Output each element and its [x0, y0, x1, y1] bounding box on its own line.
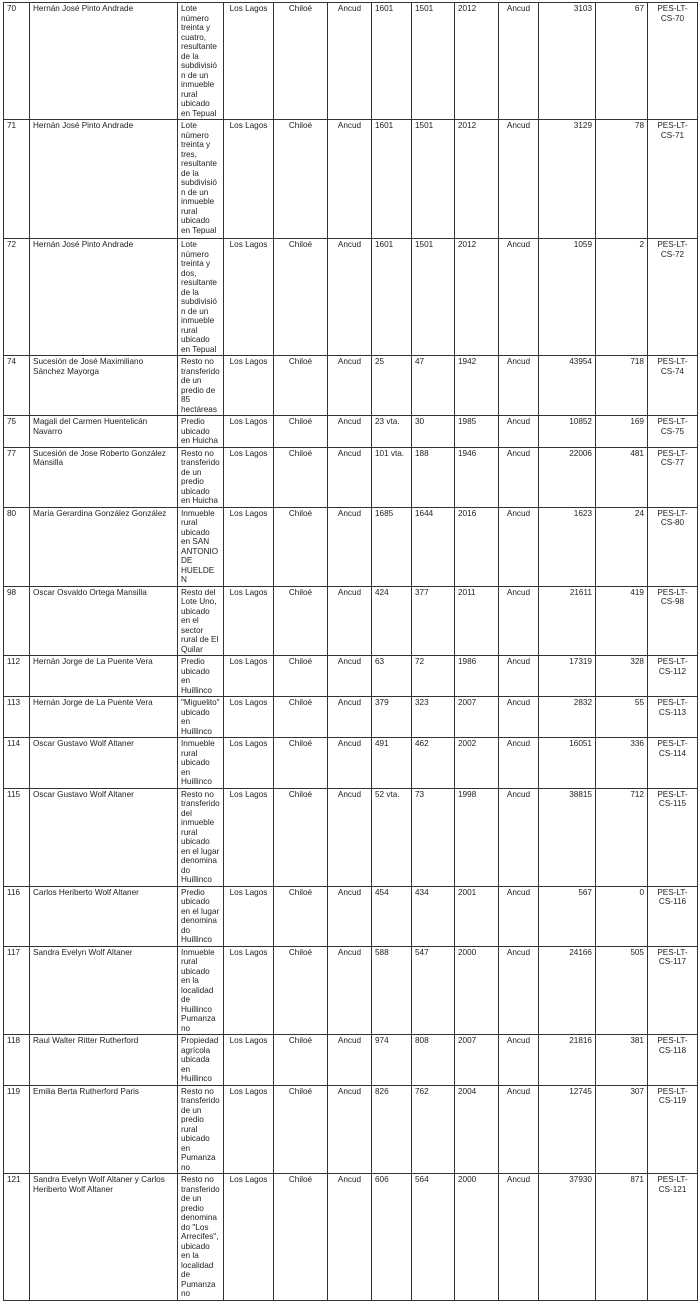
region-cell: Los Lagos: [224, 946, 274, 1035]
rol-secondary-cell: 2: [596, 239, 648, 356]
rol-cell: 43954: [539, 356, 596, 416]
province-cell: Chiloé: [274, 120, 328, 239]
property-code-cell: PES-LT-CS-80: [648, 507, 698, 586]
rol-secondary-cell: 55: [596, 697, 648, 738]
province-cell: Chiloé: [274, 788, 328, 886]
table-row: [4, 239, 698, 356]
property-description-cell: Inmueble rural ubicado en SAN ANTONIO DE HUELDEN: [178, 507, 224, 586]
rol-cell: 17319: [539, 656, 596, 697]
commune-cell: Ancud: [328, 1174, 372, 1301]
property-description-cell: Lote número treinta y dos, resultante de la subdivisión de un inmueble rural ubicado en Tepual: [178, 239, 224, 356]
table-row: [4, 1085, 698, 1174]
province-cell: Chiloé: [274, 447, 328, 507]
owner-name-cell: Emilia Berta Rutherford Paris: [30, 1085, 178, 1174]
row-id-cell: 80: [4, 507, 30, 586]
owner-name-cell: Oscar Gustavo Wolf Altaner: [30, 788, 178, 886]
inscription-number-cell: 1501: [412, 3, 455, 120]
inscription-year-cell: 2012: [455, 120, 499, 239]
property-table: [3, 2, 698, 1301]
property-code-cell: PES-LT-CS-119: [648, 1085, 698, 1174]
property-code-cell: PES-LT-CS-77: [648, 447, 698, 507]
owner-name-cell: Hernán Jorge de La Puente Vera: [30, 656, 178, 697]
conservador-cell: Ancud: [499, 788, 539, 886]
table-row: [4, 788, 698, 886]
table-row: [4, 120, 698, 239]
property-description-cell: Inmueble rural ubicado en Huillinco: [178, 738, 224, 789]
rol-secondary-cell: 419: [596, 586, 648, 656]
rol-secondary-cell: 381: [596, 1035, 648, 1086]
region-cell: Los Lagos: [224, 447, 274, 507]
rol-cell: 3129: [539, 120, 596, 239]
inscription-year-cell: 1998: [455, 788, 499, 886]
inscription-number-cell: 30: [412, 416, 455, 448]
fojas-cell: 424: [372, 586, 412, 656]
property-description-cell: Inmueble rural ubicado en la localidad de Huillinco Pumanzano: [178, 946, 224, 1035]
rol-cell: 16051: [539, 738, 596, 789]
rol-secondary-cell: 67: [596, 3, 648, 120]
commune-cell: Ancud: [328, 946, 372, 1035]
rol-secondary-cell: 328: [596, 656, 648, 697]
province-cell: Chiloé: [274, 239, 328, 356]
inscription-number-cell: 1501: [412, 239, 455, 356]
table-row: [4, 507, 698, 586]
owner-name-cell: Sucesión de Jose Roberto González Mansilla: [30, 447, 178, 507]
table-body: [4, 3, 698, 1301]
owner-name-cell: Sandra Evelyn Wolf Altaner: [30, 946, 178, 1035]
inscription-year-cell: 2001: [455, 886, 499, 946]
province-cell: Chiloé: [274, 356, 328, 416]
region-cell: Los Lagos: [224, 356, 274, 416]
fojas-cell: 826: [372, 1085, 412, 1174]
fojas-cell: 588: [372, 946, 412, 1035]
row-id-cell: 112: [4, 656, 30, 697]
property-description-cell: Propiedad agrícola ubicada en Huillinco: [178, 1035, 224, 1086]
region-cell: Los Lagos: [224, 239, 274, 356]
owner-name-cell: Hernán Jorge de La Puente Vera: [30, 697, 178, 738]
conservador-cell: Ancud: [499, 416, 539, 448]
commune-cell: Ancud: [328, 1085, 372, 1174]
region-cell: Los Lagos: [224, 3, 274, 120]
property-description-cell: Lote número treinta y cuatro, resultante de la subdivisión de un inmueble rural ubicado en Tepual: [178, 3, 224, 120]
rol-secondary-cell: 336: [596, 738, 648, 789]
fojas-cell: 606: [372, 1174, 412, 1301]
owner-name-cell: Hernán José Pinto Andrade: [30, 239, 178, 356]
row-id-cell: 77: [4, 447, 30, 507]
fojas-cell: 454: [372, 886, 412, 946]
commune-cell: Ancud: [328, 507, 372, 586]
province-cell: Chiloé: [274, 738, 328, 789]
property-description-cell: Predio ubicado en Huicha: [178, 416, 224, 448]
inscription-number-cell: 47: [412, 356, 455, 416]
region-cell: Los Lagos: [224, 697, 274, 738]
province-cell: Chiloé: [274, 3, 328, 120]
table-row: [4, 416, 698, 448]
rol-cell: 37930: [539, 1174, 596, 1301]
row-id-cell: 116: [4, 886, 30, 946]
province-cell: Chiloé: [274, 886, 328, 946]
commune-cell: Ancud: [328, 738, 372, 789]
table-row: [4, 356, 698, 416]
property-code-cell: PES-LT-CS-112: [648, 656, 698, 697]
fojas-cell: 1685: [372, 507, 412, 586]
inscription-number-cell: 808: [412, 1035, 455, 1086]
row-id-cell: 118: [4, 1035, 30, 1086]
rol-cell: 21816: [539, 1035, 596, 1086]
table-row: [4, 697, 698, 738]
commune-cell: Ancud: [328, 3, 372, 120]
property-description-cell: "Miguelito" ubicado en Huillinco: [178, 697, 224, 738]
commune-cell: Ancud: [328, 697, 372, 738]
commune-cell: Ancud: [328, 586, 372, 656]
region-cell: Los Lagos: [224, 1085, 274, 1174]
province-cell: Chiloé: [274, 1085, 328, 1174]
owner-name-cell: Raul Walter Ritter Rutherford: [30, 1035, 178, 1086]
owner-name-cell: Magali del Carmen Huentelicán Navarro: [30, 416, 178, 448]
rol-cell: 567: [539, 886, 596, 946]
inscription-year-cell: 2007: [455, 1035, 499, 1086]
rol-cell: 10852: [539, 416, 596, 448]
fojas-cell: 1601: [372, 239, 412, 356]
fojas-cell: 52 vta.: [372, 788, 412, 886]
fojas-cell: 63: [372, 656, 412, 697]
commune-cell: Ancud: [328, 788, 372, 886]
conservador-cell: Ancud: [499, 507, 539, 586]
row-id-cell: 98: [4, 586, 30, 656]
owner-name-cell: Hernán José Pinto Andrade: [30, 120, 178, 239]
inscription-year-cell: 2004: [455, 1085, 499, 1174]
commune-cell: Ancud: [328, 1035, 372, 1086]
property-description-cell: Resto no transferido de un predio denominado "Los Arrecifes", ubicado en la localidad de Pumanzano: [178, 1174, 224, 1301]
owner-name-cell: Hernán José Pinto Andrade: [30, 3, 178, 120]
region-cell: Los Lagos: [224, 416, 274, 448]
owner-name-cell: Sandra Evelyn Wolf Altaner y Carlos Heriberto Wolf Altaner: [30, 1174, 178, 1301]
province-cell: Chiloé: [274, 1174, 328, 1301]
commune-cell: Ancud: [328, 416, 372, 448]
inscription-year-cell: 1942: [455, 356, 499, 416]
region-cell: Los Lagos: [224, 738, 274, 789]
conservador-cell: Ancud: [499, 1085, 539, 1174]
property-code-cell: PES-LT-CS-70: [648, 3, 698, 120]
province-cell: Chiloé: [274, 1035, 328, 1086]
conservador-cell: Ancud: [499, 1174, 539, 1301]
row-id-cell: 117: [4, 946, 30, 1035]
table-row: [4, 3, 698, 120]
inscription-number-cell: 323: [412, 697, 455, 738]
property-code-cell: PES-LT-CS-98: [648, 586, 698, 656]
conservador-cell: Ancud: [499, 586, 539, 656]
table-row: [4, 738, 698, 789]
property-description-cell: Resto no transferido de un predio ubicado en Huicha: [178, 447, 224, 507]
inscription-year-cell: 2000: [455, 1174, 499, 1301]
inscription-year-cell: 2012: [455, 239, 499, 356]
region-cell: Los Lagos: [224, 788, 274, 886]
inscription-year-cell: 2000: [455, 946, 499, 1035]
row-id-cell: 72: [4, 239, 30, 356]
owner-name-cell: María Gerardina González González: [30, 507, 178, 586]
property-description-cell: Lote número treinta y tres, resultante de la subdivisión de un inmueble rural ubicado en Tepual: [178, 120, 224, 239]
property-description-cell: Predio ubicado en el lugar denominado Huillinco: [178, 886, 224, 946]
conservador-cell: Ancud: [499, 239, 539, 356]
inscription-number-cell: 73: [412, 788, 455, 886]
conservador-cell: Ancud: [499, 1035, 539, 1086]
province-cell: Chiloé: [274, 656, 328, 697]
region-cell: Los Lagos: [224, 507, 274, 586]
conservador-cell: Ancud: [499, 946, 539, 1035]
fojas-cell: 491: [372, 738, 412, 789]
inscription-year-cell: 1986: [455, 656, 499, 697]
rol-secondary-cell: 78: [596, 120, 648, 239]
row-id-cell: 113: [4, 697, 30, 738]
rol-cell: 3103: [539, 3, 596, 120]
row-id-cell: 115: [4, 788, 30, 886]
inscription-year-cell: 2016: [455, 507, 499, 586]
commune-cell: Ancud: [328, 356, 372, 416]
property-description-cell: Resto no transferido de un predio de 85 hectáreas: [178, 356, 224, 416]
fojas-cell: 23 vta.: [372, 416, 412, 448]
rol-cell: 1059: [539, 239, 596, 356]
rol-secondary-cell: 169: [596, 416, 648, 448]
rol-cell: 1623: [539, 507, 596, 586]
row-id-cell: 119: [4, 1085, 30, 1174]
inscription-number-cell: 564: [412, 1174, 455, 1301]
inscription-number-cell: 188: [412, 447, 455, 507]
rol-cell: 24166: [539, 946, 596, 1035]
property-code-cell: PES-LT-CS-117: [648, 946, 698, 1035]
commune-cell: Ancud: [328, 120, 372, 239]
table-row: [4, 656, 698, 697]
inscription-number-cell: 762: [412, 1085, 455, 1174]
property-code-cell: PES-LT-CS-75: [648, 416, 698, 448]
rol-cell: 22006: [539, 447, 596, 507]
property-code-cell: PES-LT-CS-121: [648, 1174, 698, 1301]
region-cell: Los Lagos: [224, 1174, 274, 1301]
inscription-year-cell: 2012: [455, 3, 499, 120]
table-row: [4, 447, 698, 507]
region-cell: Los Lagos: [224, 656, 274, 697]
row-id-cell: 70: [4, 3, 30, 120]
property-code-cell: PES-LT-CS-118: [648, 1035, 698, 1086]
province-cell: Chiloé: [274, 697, 328, 738]
province-cell: Chiloé: [274, 507, 328, 586]
owner-name-cell: Carlos Heriberto Wolf Altaner: [30, 886, 178, 946]
conservador-cell: Ancud: [499, 356, 539, 416]
property-description-cell: Predio ubicado en Huillinco: [178, 656, 224, 697]
inscription-year-cell: 2007: [455, 697, 499, 738]
fojas-cell: 379: [372, 697, 412, 738]
rol-secondary-cell: 505: [596, 946, 648, 1035]
property-code-cell: PES-LT-CS-113: [648, 697, 698, 738]
region-cell: Los Lagos: [224, 1035, 274, 1086]
inscription-number-cell: 462: [412, 738, 455, 789]
conservador-cell: Ancud: [499, 447, 539, 507]
row-id-cell: 71: [4, 120, 30, 239]
row-id-cell: 74: [4, 356, 30, 416]
inscription-year-cell: 2002: [455, 738, 499, 789]
region-cell: Los Lagos: [224, 120, 274, 239]
conservador-cell: Ancud: [499, 697, 539, 738]
table-row: [4, 886, 698, 946]
conservador-cell: Ancud: [499, 3, 539, 120]
property-code-cell: PES-LT-CS-74: [648, 356, 698, 416]
table-row: [4, 586, 698, 656]
rol-secondary-cell: 307: [596, 1085, 648, 1174]
rol-cell: 21611: [539, 586, 596, 656]
inscription-year-cell: 1946: [455, 447, 499, 507]
rol-secondary-cell: 871: [596, 1174, 648, 1301]
inscription-number-cell: 1501: [412, 120, 455, 239]
region-cell: Los Lagos: [224, 886, 274, 946]
row-id-cell: 114: [4, 738, 30, 789]
province-cell: Chiloé: [274, 586, 328, 656]
rol-secondary-cell: 718: [596, 356, 648, 416]
commune-cell: Ancud: [328, 239, 372, 356]
inscription-number-cell: 547: [412, 946, 455, 1035]
row-id-cell: 75: [4, 416, 30, 448]
inscription-year-cell: 2011: [455, 586, 499, 656]
owner-name-cell: Oscar Gustavo Wolf Altaner: [30, 738, 178, 789]
property-description-cell: Resto no transferido del inmueble rural ubicado en el lugar denominado Huillinco: [178, 788, 224, 886]
fojas-cell: 1601: [372, 120, 412, 239]
fojas-cell: 101 vta.: [372, 447, 412, 507]
owner-name-cell: Oscar Osvaldo Ortega Mansilla: [30, 586, 178, 656]
inscription-number-cell: 434: [412, 886, 455, 946]
conservador-cell: Ancud: [499, 738, 539, 789]
property-code-cell: PES-LT-CS-116: [648, 886, 698, 946]
conservador-cell: Ancud: [499, 656, 539, 697]
property-description-cell: Resto no transferido de un predio rural ubicado en Pumanzano: [178, 1085, 224, 1174]
property-code-cell: PES-LT-CS-71: [648, 120, 698, 239]
province-cell: Chiloé: [274, 416, 328, 448]
rol-cell: 2832: [539, 697, 596, 738]
province-cell: Chiloé: [274, 946, 328, 1035]
rol-secondary-cell: 0: [596, 886, 648, 946]
table-row: [4, 1174, 698, 1301]
rol-secondary-cell: 481: [596, 447, 648, 507]
fojas-cell: 1601: [372, 3, 412, 120]
conservador-cell: Ancud: [499, 886, 539, 946]
inscription-number-cell: 377: [412, 586, 455, 656]
rol-cell: 12745: [539, 1085, 596, 1174]
conservador-cell: Ancud: [499, 120, 539, 239]
owner-name-cell: Sucesión de José Maximiliano Sánchez Mayorga: [30, 356, 178, 416]
inscription-number-cell: 72: [412, 656, 455, 697]
rol-secondary-cell: 24: [596, 507, 648, 586]
table-row: [4, 946, 698, 1035]
fojas-cell: 974: [372, 1035, 412, 1086]
table-row: [4, 1035, 698, 1086]
rol-cell: 38815: [539, 788, 596, 886]
property-code-cell: PES-LT-CS-72: [648, 239, 698, 356]
fojas-cell: 25: [372, 356, 412, 416]
inscription-year-cell: 1985: [455, 416, 499, 448]
inscription-number-cell: 1644: [412, 507, 455, 586]
commune-cell: Ancud: [328, 886, 372, 946]
region-cell: Los Lagos: [224, 586, 274, 656]
commune-cell: Ancud: [328, 447, 372, 507]
rol-secondary-cell: 712: [596, 788, 648, 886]
commune-cell: Ancud: [328, 656, 372, 697]
property-code-cell: PES-LT-CS-115: [648, 788, 698, 886]
row-id-cell: 121: [4, 1174, 30, 1301]
property-description-cell: Resto del Lote Uno, ubicado en el sector rural de El Quilar: [178, 586, 224, 656]
property-code-cell: PES-LT-CS-114: [648, 738, 698, 789]
